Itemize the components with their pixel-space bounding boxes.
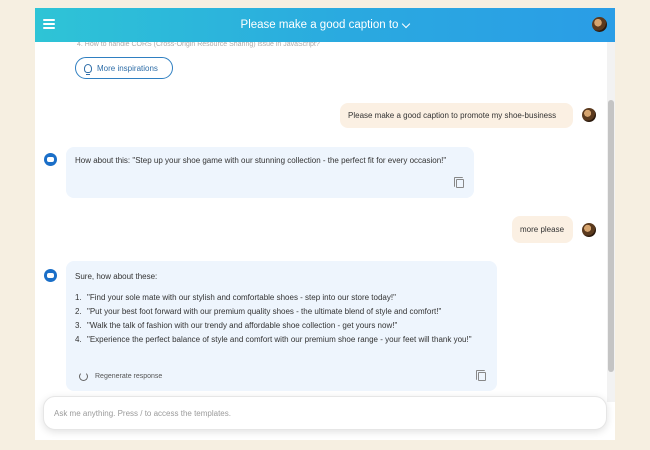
chat-window [35,8,615,440]
user-message-text: more please [520,225,565,234]
more-inspirations-button[interactable] [75,57,173,79]
hamburger-menu-icon[interactable] [43,19,55,29]
list-item: 1. "Find your sole mate with our stylish and comfortable shoes - step into our store today!" [75,293,396,302]
suggestion-cutoff-text[interactable]: 4. How to handle CORS (Cross-Origin Resource Sharing) issue in JavaScript? [77,42,320,48]
refresh-icon [79,372,88,381]
assistant-icon [44,269,57,282]
regenerate-response-label: Regenerate response [95,373,163,380]
regenerate-response-button[interactable] [79,372,162,381]
user-avatar[interactable] [592,17,607,32]
conversation-title-dropdown[interactable] [241,19,410,31]
assistant-message [66,147,474,198]
user-avatar [582,108,596,122]
lightbulb-icon [84,64,92,73]
message-input-box [43,396,607,430]
scrollbar-thumb[interactable] [608,100,614,372]
copy-icon[interactable] [478,372,486,381]
header-bar [35,8,615,42]
message-input[interactable] [44,397,606,429]
scrollbar[interactable] [607,42,615,402]
user-message [340,103,573,128]
list-item: 2. "Put your best foot forward with our premium quality shoes - the ultimate blend of style and comfort!" [75,307,442,316]
assistant-message-text: How about this: "Step up your shoe game with our stunning collection - the perfect fit for every occasion!" [75,156,447,165]
assistant-intro-text: Sure, how about these: [75,272,158,281]
user-avatar [582,223,596,237]
list-item: 4. "Experience the perfect balance of style and comfort with our premium shoe range - your feet will thank you!" [75,335,472,344]
caption-list [75,291,479,347]
user-message [512,216,573,243]
chat-messages [35,42,615,402]
list-item: 3. "Walk the talk of fashion with our trendy and affordable shoe collection - get yours now!" [75,321,398,330]
chevron-down-icon [402,19,410,27]
conversation-title: Please make a good caption to [240,19,399,31]
assistant-message [66,261,497,391]
more-inspirations-label: More inspirations [97,63,158,73]
assistant-icon [44,153,57,166]
copy-icon[interactable] [456,179,464,188]
user-message-text: Please make a good caption to promote my shoe-business [348,111,557,120]
